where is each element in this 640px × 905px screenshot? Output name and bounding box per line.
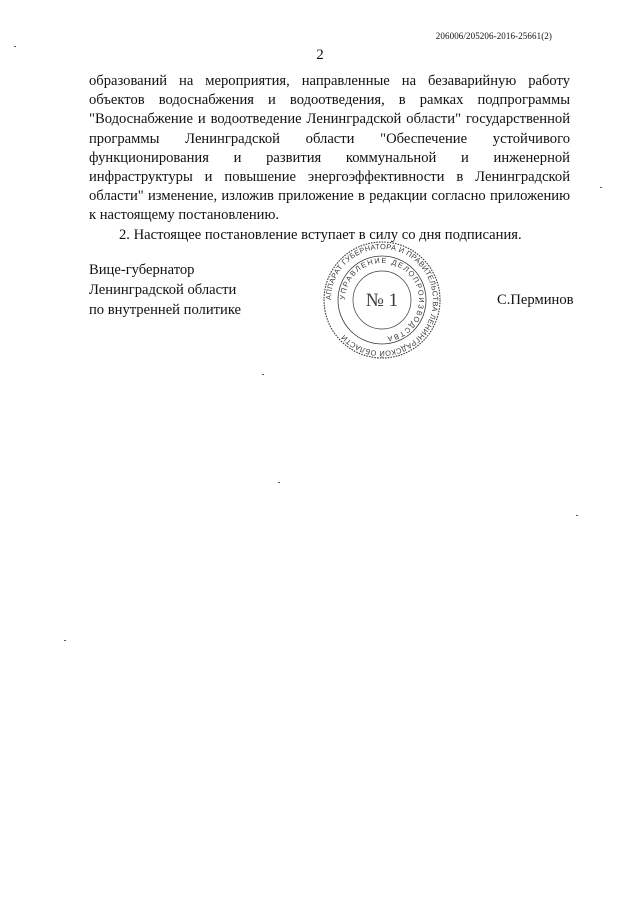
page-number: 2 [316, 47, 324, 63]
seal-center-number: № 1 [365, 290, 399, 311]
seal-inner-ring-text: УПРАВЛЕНИЕ ДЕЛОПРОИЗВОДСТВА [337, 255, 427, 344]
body-paragraph-continuation: образований на мероприятия, направленные на безаварийную работу объектов водоснабжения и водоотведения, в рамках подпрограммы "Водоснабжение и водоотведение Ленинградской области" государственной программы Ленинградской области "Обеспечение устойчивого функционирования и развития коммунальной и инженерной инфраструктуры и повышение энергоэффективности в Ленинградской области" изменение, изложив приложение в редакции согласно приложению к настоящему постановлению. [89, 73, 570, 224]
signatory-title [89, 260, 241, 320]
scan-speck [278, 482, 280, 483]
scan-speck [600, 187, 602, 188]
signatory-name: С.Перминов [497, 292, 574, 308]
signatory-title-line: по внутренней политике [89, 302, 242, 318]
body-paragraph-effective-date: 2. Настоящее постановление вступает в силу со дня подписания. [119, 226, 522, 243]
signatory-title-line: Ленинградской области [89, 282, 237, 298]
scan-speck [576, 515, 578, 516]
scan-speck [64, 640, 66, 641]
scan-speck [262, 374, 264, 375]
document-id: 206006/205206-2016-25661(2) [435, 31, 552, 41]
official-seal-stamp [322, 240, 442, 360]
document-body [89, 72, 570, 245]
signatory-title-line: Вице-губернатор [89, 262, 195, 278]
scan-speck [14, 46, 16, 47]
seal-outer-ring-text: АППАРАТ ГУБЕРНАТОРА И ПРАВИТЕЛЬСТВА ЛЕНИНГРАДСКОЙ ОБЛАСТИ [323, 241, 441, 359]
